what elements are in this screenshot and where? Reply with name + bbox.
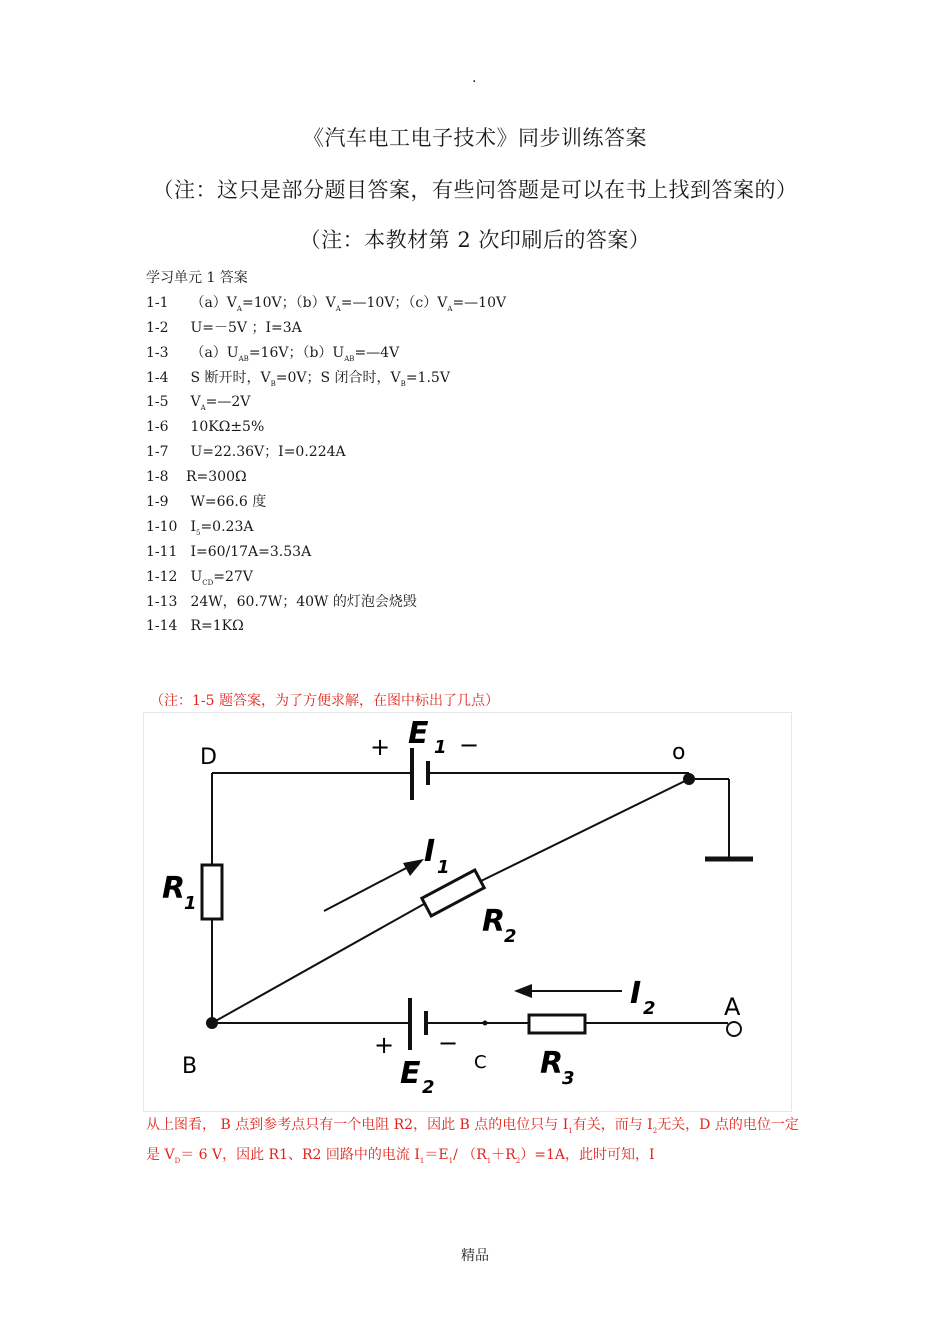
answer-1-14: 1-14 R=1KΩ	[146, 618, 244, 635]
label-e2: E	[400, 1056, 421, 1091]
label-node-b: B	[182, 1054, 198, 1079]
answer-1-12: 1-12 $U_{CD}=27V$	[146, 568, 253, 587]
answer-1-1: 1-1 $(a)V_A=10V$；$(b)V_A=—10V$；$(c)V_A=—10V$	[146, 294, 507, 313]
note-print-edition: （注：本教材第 2 次印刷后的答案）	[299, 228, 651, 252]
answer-1-11: 1-11 I=60/17A=3.53A	[146, 543, 312, 560]
resistor-r1	[202, 865, 222, 919]
i2-arrow-head	[514, 984, 532, 998]
unit-heading: 学习单元 1 答案	[146, 270, 248, 286]
label-i1: I	[424, 834, 436, 869]
wire-r2-o	[481, 779, 689, 881]
label-node-d: D	[200, 745, 217, 770]
page-title: 《汽车电工电子技术》同步训练答案	[303, 126, 647, 150]
label-e1-sub: 1	[434, 737, 447, 758]
label-node-o: o	[672, 740, 686, 765]
header-dot: .	[472, 70, 477, 86]
node-b-dot	[206, 1017, 218, 1029]
label-node-a: A	[724, 993, 741, 1021]
label-r3-sub: 3	[562, 1068, 575, 1089]
label-i2: I	[630, 976, 642, 1011]
label-r1: R	[162, 871, 186, 906]
node-c-dot	[483, 1021, 488, 1026]
resistor-r2	[422, 870, 484, 916]
wire-b-r2	[212, 904, 424, 1023]
e1-minus-sign: −	[459, 731, 480, 759]
answer-1-8: 1-8 R=300Ω	[146, 469, 247, 486]
node-o-dot	[683, 773, 695, 785]
answer-1-7: 1-7 U=22.36V；I=0.224A	[146, 444, 346, 461]
note-partial-answers: （注：这只是部分题目答案，有些问答题是可以在书上找到答案的）	[152, 178, 798, 202]
answer-1-5: 1-5 $V_A=—2V$	[146, 394, 251, 413]
label-r2-sub: 2	[504, 926, 517, 947]
circuit-figure	[143, 712, 792, 1112]
answer-1-6: 1-6 10KΩ±5%	[146, 419, 265, 436]
label-e2-sub: 2	[422, 1077, 435, 1098]
resistor-r3	[529, 1015, 585, 1033]
label-node-c: C	[474, 1052, 487, 1073]
answer-1-10: 1-10 $I_5=0.23A$	[146, 518, 254, 537]
terminal-a	[727, 1022, 741, 1036]
e1-plus-sign: +	[370, 733, 391, 761]
explanation-paragraph: 从上图看， B 点到参考点只有一个电阻 R2，因此 B 点的电位只与 $I_1$有关，而与 $I_2$无关，D 点的电位一定是 $V_D= 6$ V，因此 R1、R2 回路中的电流 $I_1=E_1/$ $(R_1+R_2)=1A$，此时可知，I	[146, 1117, 799, 1165]
e2-minus-sign: −	[438, 1029, 459, 1057]
answer-1-3: 1-3 $(a)U_{AB}=16V$；$(b)U_{AB}=—4V$	[146, 344, 400, 363]
red-note: （注：1-5 题答案，为了方便求解，在图中标出了几点）	[150, 693, 499, 709]
label-r3: R	[540, 1046, 564, 1081]
answer-1-2: 1-2 U=－5V ；I=3A	[146, 319, 302, 336]
label-i2-sub: 2	[643, 998, 656, 1019]
label-i1-sub: 1	[437, 857, 450, 878]
i1-arrow-line	[324, 865, 412, 911]
answer-1-9: 1-9 W=66.6 度	[146, 494, 267, 511]
answer-1-13: 1-13 24W，60.7W；40W 的灯泡会烧毁	[146, 593, 417, 610]
label-r1-sub: 1	[184, 893, 197, 914]
label-r2: R	[482, 904, 506, 939]
e2-plus-sign: +	[374, 1031, 395, 1059]
answer-1-4: 1-4 S 断开时，$V_B=0V$；S 闭合时，$V_B=1.5V$	[146, 369, 450, 388]
answer-list	[146, 266, 506, 639]
label-e1: E	[408, 716, 429, 751]
circuit-diagram	[144, 713, 791, 1111]
page-footer: 精品	[461, 1248, 489, 1264]
i1-arrow-head	[403, 859, 424, 876]
